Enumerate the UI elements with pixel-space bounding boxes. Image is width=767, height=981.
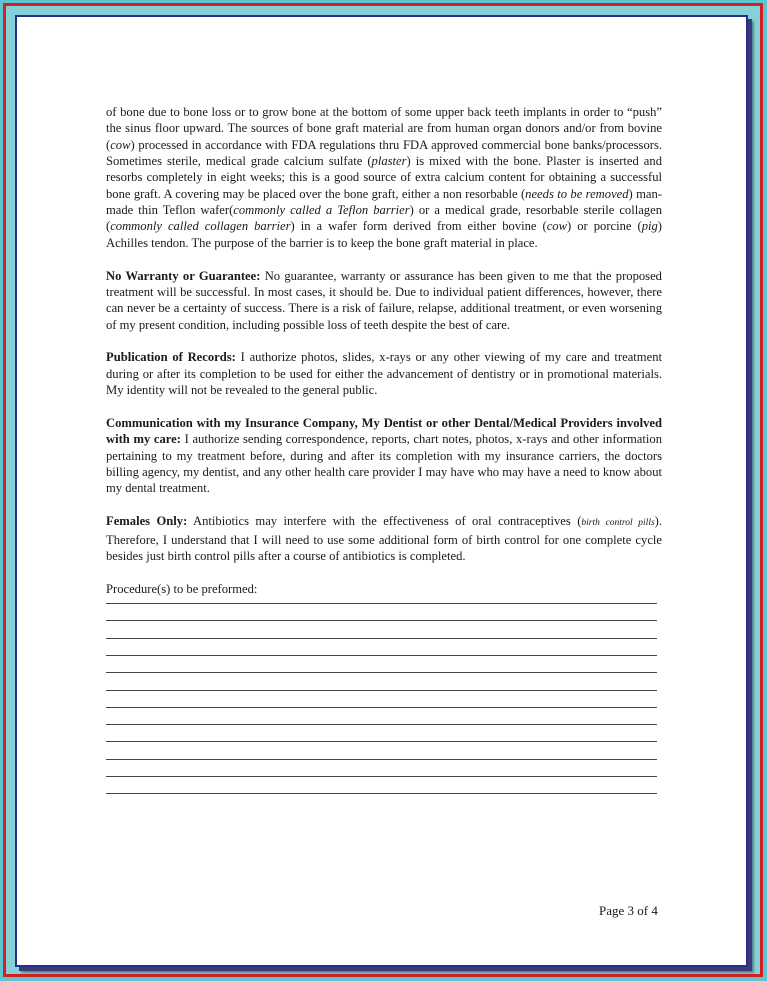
- procedure-line[interactable]: [106, 759, 657, 760]
- procedure-line[interactable]: [106, 672, 657, 673]
- procedures-label: Procedure(s) to be preformed:: [106, 581, 258, 596]
- communication-paragraph: Communication with my Insurance Company, My Dentist or other Dental/Medical Providers involved with my care: I authorize sending correspondence, reports, chart notes, photos, x-rays and other information pertaining to my treatment before, during and after its completion with my insurance carriers, the doctors billing agency, my dentist, and any other health care provider I may have who may have a need to know about my dental treatment.: [106, 416, 662, 496]
- document-body: [106, 104, 662, 811]
- procedure-line[interactable]: [106, 690, 657, 691]
- procedure-line[interactable]: [106, 707, 657, 708]
- communication-label: Communication with my Insurance Company, My Dentist or other Dental/Medical Providers involved with my care:: [106, 416, 662, 447]
- warranty-label: No Warranty or Guarantee:: [106, 268, 261, 283]
- procedure-line[interactable]: [106, 724, 657, 725]
- procedure-lines: [106, 603, 662, 794]
- procedure-line[interactable]: [106, 793, 657, 794]
- procedure-line[interactable]: [106, 776, 657, 777]
- procedure-line[interactable]: [106, 620, 657, 621]
- publication-label: Publication of Records:: [106, 350, 236, 365]
- procedure-line[interactable]: [106, 655, 657, 656]
- females-paragraph: Females Only: Antibiotics may interfere with the effectiveness of oral contraceptives (birth control pills). Therefore, I understand that I will need to use some additional form of birth control for one complete cycle besides just birth control pills after a course of antibiotics is completed.: [106, 514, 663, 563]
- document-page: [15, 15, 748, 967]
- warranty-paragraph: No Warranty or Guarantee: No guarantee, warranty or assurance has been given to me that the proposed treatment will be successful. In most cases, it should be. Due to individual patient differences, however, there can never be a certainty of success. There is a risk of failure, relapse, additional treatment, or even worsening of my present condition, including possible loss of teeth despite the best of care.: [106, 268, 662, 332]
- procedure-line[interactable]: [106, 741, 657, 742]
- publication-paragraph: Publication of Records: I authorize photos, slides, x-rays or any other viewing of my care and treatment during or after its completion to be used for either the advancement of dentistry or in promotional materials. My identity will not be revealed to the general public.: [106, 350, 662, 398]
- bone-graft-paragraph: of bone due to bone loss or to grow bone at the bottom of some upper back teeth implants in order to “push” the sinus floor upward. The sources of bone graft material are from human organ donors and/or from bovine (cow) processed in accordance with FDA regulations thru FDA approved commercial bone banks/processors. Sometimes sterile, medical grade calcium sulfate (plaster) is mixed with the bone. Plaster is inserted and resorbs completely in eight weeks; this is a good source of extra calcium content for obtaining a successful bone graft. A covering may be placed over the bone graft, either a non resorbable (needs to be removed) man-made thin Teflon wafer(commonly called a Teflon barrier) or a medical grade, resorbable sterile collagen (commonly called collagen barrier) in a wafer form derived from either bovine (cow) or porcine (pig) Achilles tendon. The purpose of the barrier is to keep the bone graft material in place.: [106, 105, 662, 250]
- females-label: Females Only:: [106, 514, 188, 529]
- page-number: Page 3 of 4: [599, 903, 658, 918]
- procedure-line[interactable]: [106, 638, 657, 639]
- procedure-line[interactable]: [106, 603, 657, 604]
